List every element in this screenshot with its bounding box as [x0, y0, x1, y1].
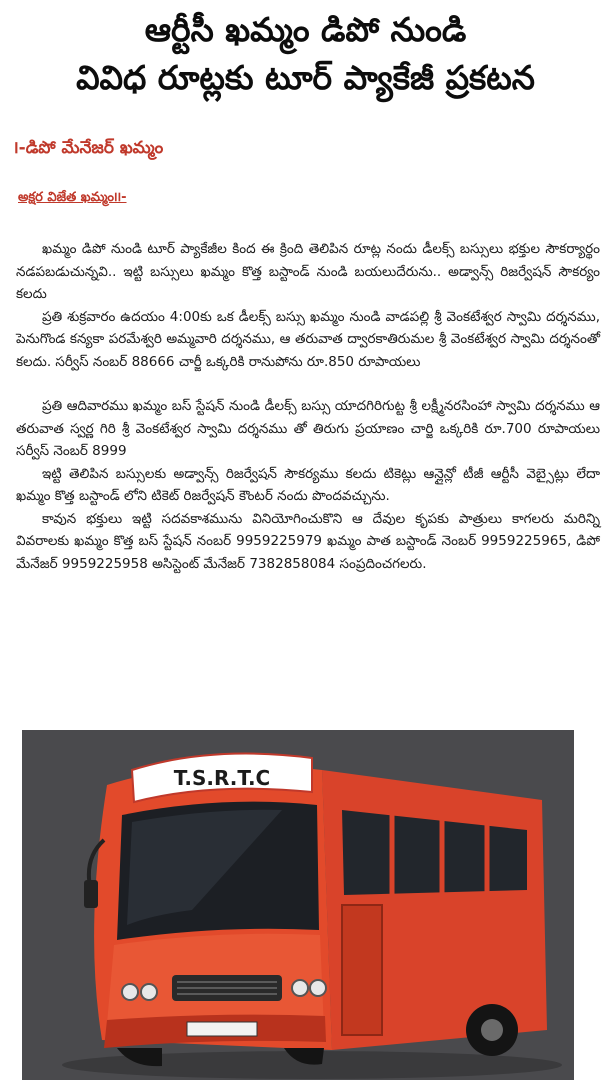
dateline: అక్షర విజేత ఖమ్మం౹౹-: [18, 190, 127, 205]
byline: ౹-డిపో మేనేజర్ ఖమ్మం: [14, 138, 164, 158]
bus-photo: [22, 730, 574, 1080]
paragraph-sunday-tour: ప్రతి ఆదివారము ఖమ్మం బస్ స్టేషన్ నుండి డీలక్స్ బస్సు యాదగిరిగుట్ట శ్రీ లక్ష్మీనరసింహా స్వామి దర్శనము ఆ తరువాత స్వర్ణ గిరి శ్రీ వెంకటేశ్వర స్వామి దర్శనము తో తిరుగు ప్రయాణం చార్జి ఒక్కరికి రూ.700 రూపాయలు సర్వీస్ నెంబర్ 8999: [16, 398, 600, 459]
roof-sign-text: T.S.R.T.C: [173, 766, 271, 790]
article-body: [16, 238, 600, 575]
paragraph-friday-tour: ప్రతి శుక్రవారం ఉదయం 4:00కు ఒక డీలక్స్ బస్సు ఖమ్మం నుండి వాడపల్లి శ్రీ వెంకటేశ్వర స్వామి దర్శనము, పెనుగొండ కన్యకా పరమేశ్వరి అమ్మవారి దర్శనము, ఆ తరువాత ద్వారకాతిరుమల శ్రీ వెంకటేశ్వర స్వామి దర్శనంతో కలదు. సర్వీస్ నంబర్ 88666 చార్జీ ఒక్కరికి రానుపోను రూ.850 రూపాయలు: [16, 308, 600, 370]
headline: [0, 6, 611, 102]
bus-illustration: [22, 730, 574, 1080]
headline-line-2: వివిధ రూట్లకు టూర్ ప్యాకేజీ ప్రకటన: [76, 58, 535, 97]
paragraph-reservation: ఇట్టి తెలిపిన బస్సులకు అడ్వాన్స్ రిజర్వేషన్ సౌకర్యము కలదు టికెట్లు ఆన్లైన్లో టీజీ ఆర్టీసీ వెబ్సైట్లు లేదా ఖమ్మం కొత్త బస్టాండ్ లోని టికెట్ రిజర్వేషన్ కౌంటర్ నందు పొందవచ్చును.: [16, 465, 600, 504]
headline-line-1: ఆర్టీసీ ఖమ్మం డిపో నుండి: [144, 10, 467, 49]
paragraph-contacts: కావున భక్తులు ఇట్టి సదవకాశమును వినియోగించుకొని ఆ దేవుల కృపకు పాత్రులు కాగలరు మరిన్ని వివరాలకు ఖమ్మం కొత్త బస్ స్టేషన్ నంబర్ 9959225979 ఖమ్మం పాత బస్టాండ్ నెంబర్ 9959225965, డిపో మేనేజర్ 9959225958 అసిస్టెంట్ మేనేజర్ 7382858084 సంప్రదించగలరు.: [16, 510, 600, 572]
paragraph-intro: ఖమ్మం డిపో నుండి టూర్ ప్యాకేజీల కింద ఈ క్రింది తెలిపిన రూట్ల నందు డీలక్స్ బస్సులు భక్తుల సౌకర్యార్థం నడపబడుచున్నవి.. ఇట్టి బస్సులు ఖమ్మం కొత్త బస్టాండ్ నుండి బయలుదేరును.. అడ్వాన్స్ రిజర్వేషన్ సౌకర్యం కలదు: [16, 241, 600, 302]
